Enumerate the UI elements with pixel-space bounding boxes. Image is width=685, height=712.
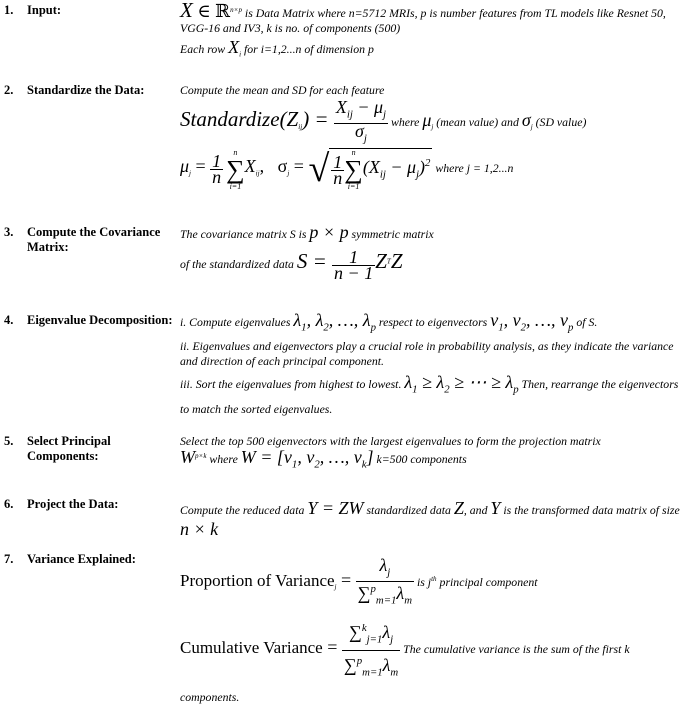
cumulative-formula: Cumulative Variance = $\frac{\sum^k_{j=1}\lambda_j}{\sum^p_{m=1}\lambda_m}$ The cumulative variance is the sum of the first k components. bbox=[180, 618, 685, 712]
step-label: Compute the Covariance Matrix: bbox=[27, 225, 161, 254]
standardize-intro: Compute the mean and SD for each feature bbox=[180, 83, 385, 97]
step-number: 3. bbox=[4, 225, 14, 239]
proportion-formula: Proportion of Variance$_j$ = $\frac{\lambda_j}{\sum^p_{m=1}\lambda_m}$ is $j^{th}$ principal component bbox=[180, 555, 538, 607]
step-label: Standardize the Data: bbox=[27, 83, 145, 97]
step-label: Select Principal Components: bbox=[27, 434, 111, 463]
step-label: Variance Explained: bbox=[27, 552, 136, 566]
step-label: Project the Data: bbox=[27, 497, 119, 511]
eigen-step-i: i. Compute eigenvalues $\lambda_1$, $\lambda_2$, …, $\lambda_p$ respect to eigenvectors $v_1$, $v_2$, …, $v_p$ of S. bbox=[180, 310, 598, 334]
step-body bbox=[180, 310, 685, 419]
eigen-step-ii: ii. Eigenvalues and eigenvectors play a crucial role in probability analysis, as they indicate the variance and direction of each principal component. bbox=[180, 338, 674, 368]
step-number: 7. bbox=[4, 552, 14, 566]
mean-sd-formula: $\mu_j$ = $\frac{1}{n}$ n ∑ i=1 $X_{ij}$, $\sigma_j$ = √ $\frac{1}{n}$ n ∑ i=1 $(X_{ij} - \mu_j)^2$ where j = 1,2...n bbox=[180, 147, 514, 192]
step-number: 4. bbox=[4, 313, 14, 327]
step-label: Input: bbox=[27, 3, 62, 17]
formula-row: X bbox=[228, 37, 240, 57]
covariance-formula: of the standardized data S = $\frac{1}{n - 1}$ $Z^TZ$ bbox=[180, 247, 403, 283]
projection-matrix-formula: $W^{p\times k}$ where $W = [v_1$, $v_2$, …, $v_k$] k=500 components bbox=[180, 446, 467, 471]
covariance-text: The covariance matrix S is p × p symmetric matrix bbox=[180, 222, 434, 242]
step-body bbox=[180, 0, 685, 62]
select-text: Select the top 500 eigenvectors with the largest eigenvalues to form the projection matrix bbox=[180, 434, 601, 448]
step-number: 6. bbox=[4, 497, 14, 511]
project-text: Compute the reduced data Y = ZW standardized data Z, and Y is the transformed data matrix of size n × k bbox=[180, 498, 680, 539]
eigen-step-iii: iii. Sort the eigenvalues from highest to lowest. $\lambda_1 \ge \lambda_2$ ≥ ⋯ ≥ $\lambda_p$ Then, rearrange the eigenvectors to match the sorted eigenvalues. bbox=[180, 371, 679, 417]
step-label: Eigenvalue Decomposition: bbox=[27, 313, 173, 327]
step-body bbox=[180, 222, 685, 283]
step-number: 2. bbox=[4, 83, 14, 97]
step-body bbox=[180, 552, 685, 712]
step-number: 1. bbox=[4, 3, 14, 17]
step-body bbox=[180, 83, 685, 191]
standardize-formula: $Standardize(Z_{ij})$ = $\frac{X_{ij} - \mu_j}{\sigma_j}$ where $\mu_j$ (mean value) and $\sigma_j$ (SD value) bbox=[180, 97, 587, 145]
step-number: 5. bbox=[4, 434, 14, 448]
step-body bbox=[180, 434, 685, 473]
step-body bbox=[180, 497, 685, 541]
formula-data-matrix: X bbox=[180, 0, 193, 22]
row-definition: Each row $X_i$ for i=1,2...n of dimension p bbox=[180, 37, 374, 59]
input-definition: X ∈ ℝ$^{n\times p}$ is Data Matrix where n=5712 MRIs, p is number features from TL models like Resnet 50, VGG-16 and IV3, k is no. of components (500) bbox=[180, 0, 666, 35]
